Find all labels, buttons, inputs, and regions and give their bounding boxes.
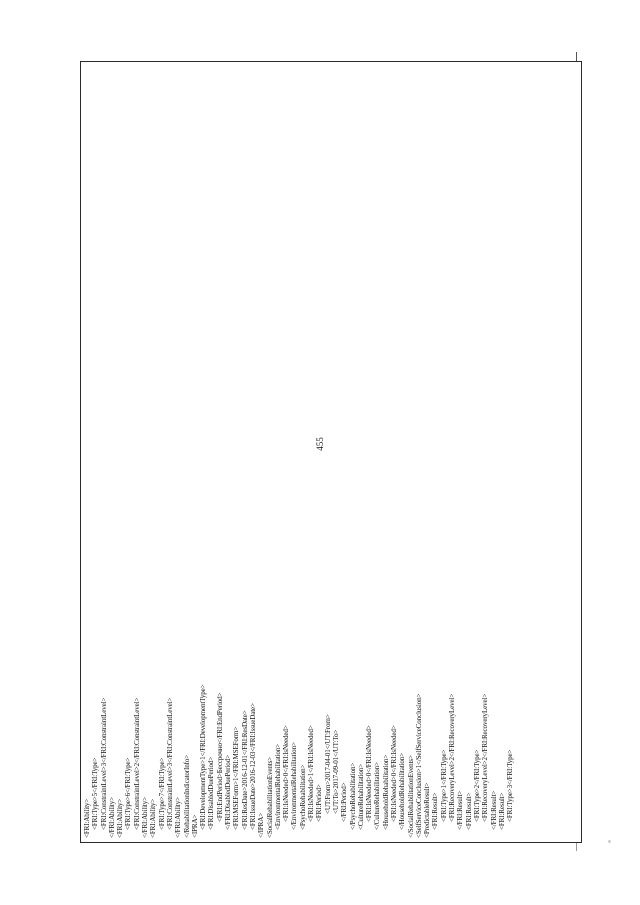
xml-code-listing: [83, 38, 514, 838]
code-line: <UT:To>2017-09-01</UT:To>: [331, 729, 340, 814]
code-line: </PsychoRehabilitation>: [348, 762, 357, 830]
frame-tick-top: [576, 52, 577, 61]
code-line: </SocialRehabilitationEvents>: [406, 755, 415, 838]
code-line: <FRI:Ability>: [83, 798, 91, 838]
code-line: <CultureRehabilitation>: [356, 763, 365, 830]
code-line: <FRI:ResDate>2016-12-01</FRI:ResDate>: [240, 710, 249, 830]
code-line: <FRI:Ability>: [149, 798, 158, 838]
code-line: </HouseholdRehabilitation>: [398, 753, 407, 830]
code-line: <FRI:Type>2</FRI:Type>: [472, 749, 481, 822]
code-line: <FRI:RecoveryLevel>2</FRI:RecoveryLevel>: [448, 693, 457, 822]
scan-speck: [608, 840, 611, 843]
code-line: <FRI:IssueDate>2016-12-03</FRI:IssueDate>: [248, 703, 257, 830]
code-line: </CultureRehabilitation>: [373, 762, 382, 830]
code-line: <FRI:IsNeeded>0</FRI:IsNeeded>: [389, 725, 398, 822]
code-line: <FRI:Type>1</FRI:Type>: [439, 749, 448, 822]
code-line: <SocialRehabilitationEvents>: [265, 756, 274, 838]
code-line: </EnvironmentalRehabilitation>: [290, 742, 299, 830]
code-line: </FRI:Result>: [456, 790, 465, 830]
code-line: <EnvironmentalRehabilitation>: [273, 744, 282, 830]
code-line: <FRI:ConstraintLevel>3</FRI:ConstraintLevel>: [99, 697, 108, 830]
code-line: <FRI:DevelopmentType>1</FRI:DevelopmentType>: [199, 684, 208, 830]
code-line: <FRI:Period>: [315, 784, 324, 822]
code-line: </FRI:Period>: [340, 782, 349, 822]
code-line: <UT:From>2017-04-01</UT:From>: [323, 714, 332, 814]
code-line: <SelfServiceConclusion>1</SelfServiceConclusion>: [414, 693, 423, 838]
code-line: <FRI:Type>5</FRI:Type>: [91, 757, 100, 830]
code-line: <HouseholdRehabilitation>: [381, 754, 390, 830]
code-line: <PredictableResult>: [423, 782, 432, 838]
code-line: </FRI:Ability>: [174, 797, 183, 838]
code-line: <PsychoRehabilitation>: [298, 764, 307, 830]
code-line: </FRI:Result>: [489, 790, 498, 830]
code-line: </FRI:Ability>: [141, 797, 150, 838]
code-line: <FRI:IsNeeded>0</FRI:IsNeeded>: [282, 725, 291, 822]
code-line: <FRI:Result>: [464, 792, 473, 830]
code-line: </IPRA>: [257, 812, 266, 838]
code-line: <FRI:IsNeeded>0</FRI:IsNeeded>: [365, 725, 374, 822]
code-line: <FRI:ConstraintLevel>2</FRI:ConstraintLevel>: [132, 697, 141, 830]
frame-tick-bottom: [576, 843, 577, 851]
code-line: <FRI:Type>6</FRI:Type>: [124, 757, 133, 830]
code-line: <FRI:Type>3</FRI:Type>: [506, 749, 515, 822]
code-line: <IPRA>: [190, 814, 199, 838]
code-line: <FRI:ConstraintLevel>3</FRI:ConstraintLevel>: [165, 697, 174, 830]
code-line: <FRI:Ability>: [116, 798, 125, 838]
code-line: <FRI:DisabledDuePeriod>: [207, 756, 216, 830]
code-line: </RehabilitationIndicatorInfo>: [182, 754, 191, 838]
code-line: </FRI:DisabledDuePeriod>: [224, 755, 233, 830]
page-number: 455: [315, 437, 325, 451]
code-line: <FRI:IsNeeded>1</FRI:IsNeeded>: [307, 725, 316, 822]
code-line: <FRI:RecoveryLevel>2</FRI:RecoveryLevel>: [481, 693, 490, 822]
code-line: <FRI:Result>: [497, 792, 506, 830]
code-line: <FRI:Type>7</FRI:Type>: [157, 757, 166, 830]
code-line: <FRI:EndPeriod>Бессрочно</FRI:EndPeriod>: [215, 692, 224, 822]
code-line: <FRI:MSEForm>1</FRI:MSEForm>: [232, 726, 241, 830]
code-line: </FRI:Ability>: [107, 797, 116, 838]
code-line: <FRI:Result>: [431, 792, 440, 830]
